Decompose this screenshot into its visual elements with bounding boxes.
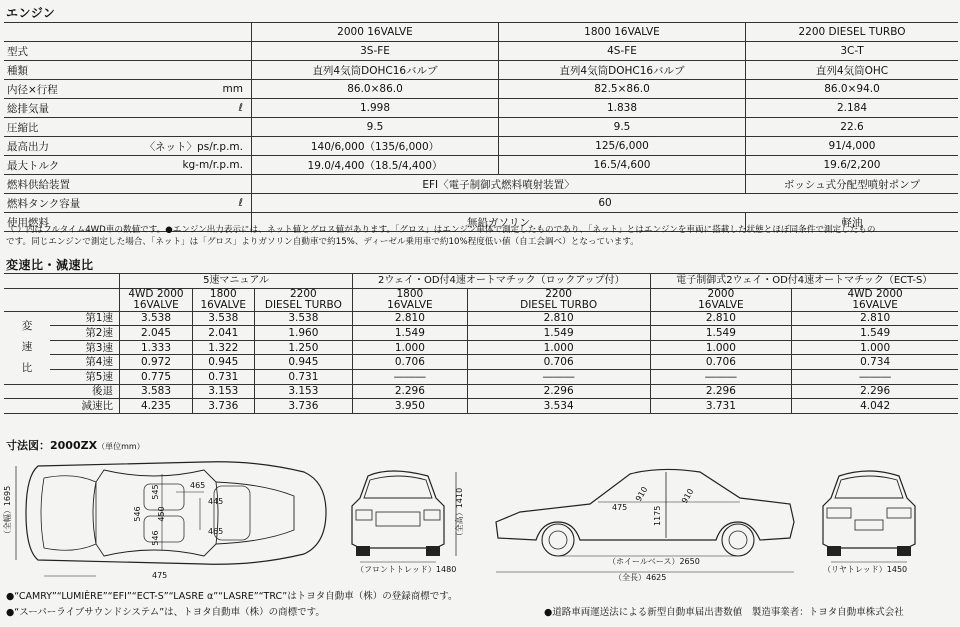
spec-row: 型式 3S-FE 4S-FE 3C-T <box>4 42 958 61</box>
engine-spec-table <box>4 22 958 232</box>
gear-row: 第4速 0.972 0.945 0.945 0.706 0.706 0.706 0.734 <box>4 355 958 370</box>
spec-row: 内径×行程 mm 86.0×86.0 82.5×86.0 86.0×94.0 <box>4 80 958 99</box>
rear-view-diagram <box>815 462 935 574</box>
dim-label: 910 <box>679 487 696 505</box>
height-label: （全高）1410 <box>455 487 464 541</box>
spec-row: 総排気量 ℓ 1.998 1.838 2.184 <box>4 99 958 118</box>
width-label: （全幅）1695 <box>3 485 12 539</box>
group-header: 2ウェイ・OD付4速オートマチック（ロックアップ付） <box>353 274 651 289</box>
spec-row: 最高出力 〈ネット〉ps/r.p.m. 140/6,000（135/6,000） 125/6,000 91/4,000 <box>4 137 958 156</box>
gear-row: 変 速 比 第1速 3.538 3.538 3.538 2.810 2.810 2.810 2.810 <box>4 311 958 326</box>
front-view-diagram <box>340 462 470 574</box>
dim-label: 546 <box>151 530 160 546</box>
group-header: 5速マニュアル <box>120 274 353 289</box>
gear-row: 第2速 2.045 2.041 1.960 1.549 1.549 1.549 1.549 <box>4 326 958 341</box>
side-view-diagram <box>490 452 800 582</box>
law-note: ●道路車両運送法による新型自動車届出書数値 製造事業者：トヨタ自動車株式会社 <box>544 607 904 618</box>
dim-label: 475 <box>152 571 168 580</box>
engine-note: （ ）内はフルタイム4WD車の数値です。●エンジン出力表示には、ネット値とグロス値があります。「グロス」はエンジン単体で測定したものであり、「ネット」とはエンジンを車両に搭載した状態とほぼ同条件で測定したもの です。同じエンジンで測定した場合、「ネット」は「グロス」よりガソリン自動車で約15%、ディーゼル乗用車で約10%程度低い値（自工会調べ）となっています。 <box>6 225 876 247</box>
trademark-note-1: ●“CAMRY”“LUMIÈRE”“EFI”“ECT-S”“LASRE α”“LASRE”“TRC”はトヨタ自動車（株）の登録商標です。 <box>6 591 458 602</box>
dim-label: 465 <box>190 481 206 490</box>
engine-heading: エンジン <box>6 6 56 20</box>
top-view-diagram <box>4 452 332 582</box>
gear-row: 後退 3.583 3.153 3.153 2.296 2.296 2.296 2.296 <box>4 384 958 399</box>
rear-tread-label: （リヤトレッド）1450 <box>823 565 908 574</box>
gear-row: 第3速 1.333 1.322 1.250 1.000 1.000 1.000 1.000 <box>4 340 958 355</box>
dim-label: 450 <box>157 506 166 522</box>
spec-row-fuel: 使用燃料 無鉛ガソリン 軽油 <box>4 213 958 232</box>
wheelbase-label: （ホイールベース）2650 <box>608 557 700 566</box>
model-col-header: 1800 16VALVE <box>499 23 746 42</box>
dim-label: 1175 <box>653 505 662 526</box>
dim-label: 546 <box>133 506 142 522</box>
gear-heading: 変速比・減速比 <box>6 258 94 272</box>
spec-row-fuel-system: 燃料供給装置 EFI〈電子制御式燃料噴射装置〉 ボッシュ式分配型噴射ポンプ <box>4 175 958 194</box>
length-label: （全長）4625 <box>614 573 667 582</box>
dim-label: 475 <box>612 503 628 512</box>
dim-label: 910 <box>633 485 650 503</box>
model-col-header: 2000 16VALVE <box>252 23 499 42</box>
gear-ratio-table: 5速マニュアル 2ウェイ・OD付4速オートマチック（ロックアップ付） 電子制御式2ウェイ・OD付4速オートマチック（ECT-S） 4WD 2000 16VALVE 1800 16VALVE 2200 DIESEL TURBO 1800 16VALVE 2200 DIESEL TURBO 2000 16VALVE 4WD 2000 16VALVE 変 速 比 第1速 3.538 3.538 3.538 2.810 2.810 2.810 2.810 第2速 2.045 2.041 1.960 1.549 1.549 1.549 1.549 第3速 1.333 1.322 1.250 1.000 1.000 1.000 1.000 第4速 0.972 0.945 0.945 0.706 0.706 0.706 0.734 第5速 0.775 0.731 0.731 ――― ――― ――― ――― 後退 3.583 3.153 3.153 2.296 2.296 2.296 2.296 減速比 4.235 3.736 3.736 3.950 3.534 3.731 4.042 <box>4 273 958 414</box>
spec-row: 圧縮比 9.5 9.5 22.6 <box>4 118 958 137</box>
dim-label: 445 <box>208 497 224 506</box>
trademark-note-2: ●“スーパーライブサウンドシステム”は、トヨタ自動車（株）の商標です。 <box>6 607 325 618</box>
spec-row-tank: 燃料タンク容量 ℓ 60 <box>4 194 958 213</box>
dim-label: 545 <box>151 484 160 500</box>
dimension-title: 寸法図：2000ZX（単位mm） <box>6 439 145 452</box>
dim-label: 465 <box>208 527 224 536</box>
gear-row: 減速比 4.235 3.736 3.736 3.950 3.534 3.731 4.042 <box>4 399 958 414</box>
gear-row: 第5速 0.775 0.731 0.731 ――― ――― ――― ――― <box>4 369 958 384</box>
front-tread-label: （フロントトレッド）1480 <box>356 565 457 574</box>
group-header: 電子制御式2ウェイ・OD付4速オートマチック（ECT-S） <box>650 274 958 289</box>
spec-row: 最大トルク kg-m/r.p.m. 19.0/4,400（18.5/4,400） 16.5/4,600 19.6/2,200 <box>4 156 958 175</box>
model-col-header: 2200 DIESEL TURBO <box>746 23 959 42</box>
spec-row: 種類 直列4気筒DOHC16バルブ 直列4気筒DOHC16バルブ 直列4気筒OHC <box>4 61 958 80</box>
